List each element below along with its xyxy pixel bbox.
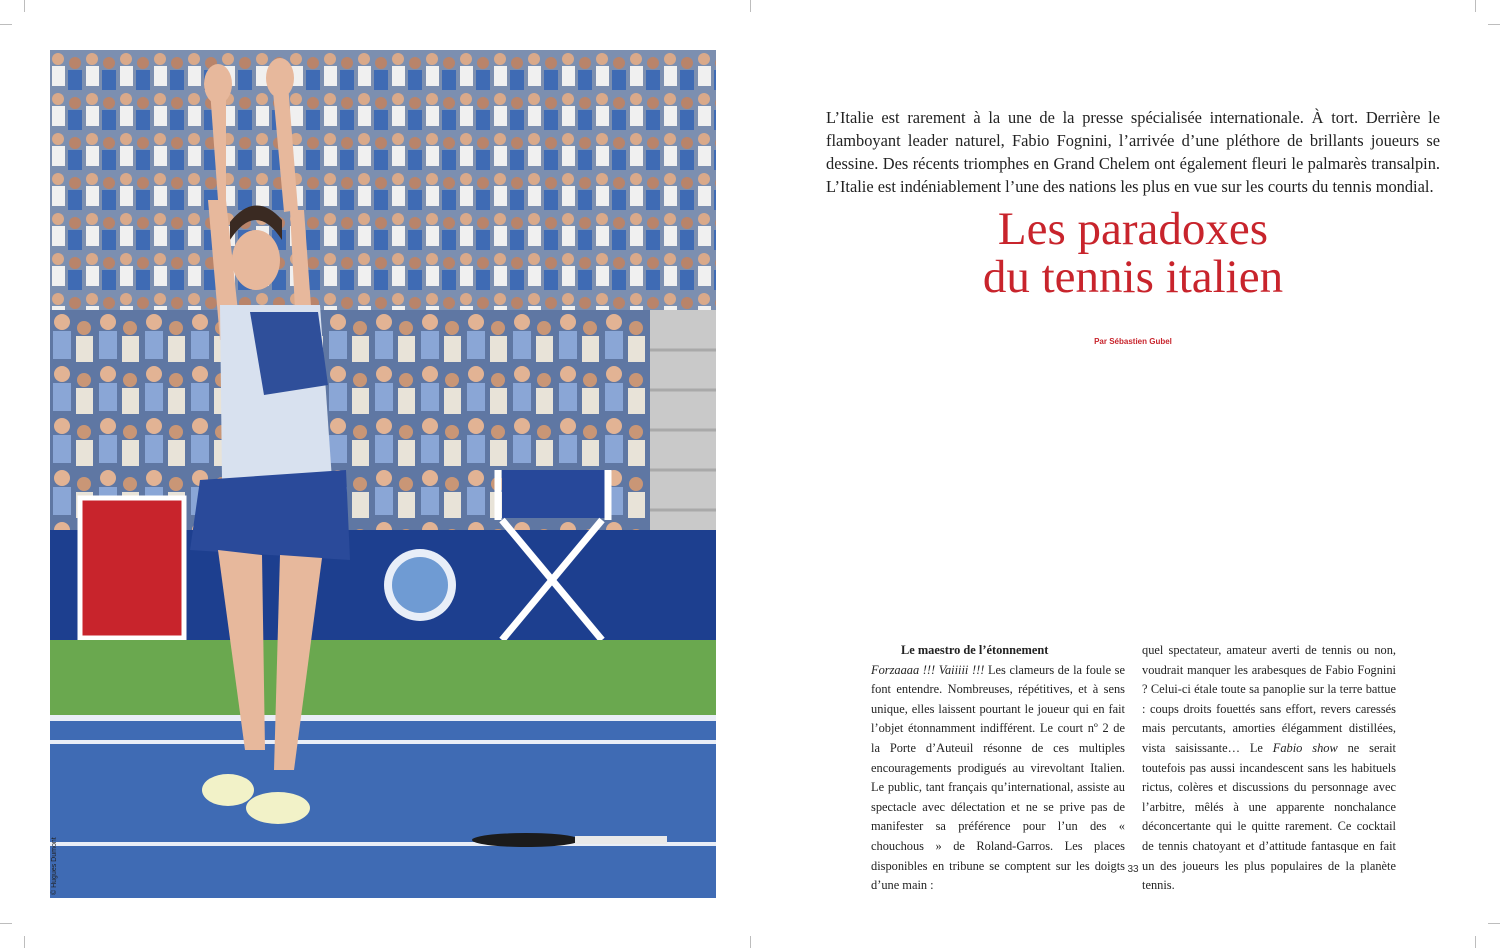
- crop-mark: [1475, 0, 1476, 12]
- crop-mark: [24, 936, 25, 948]
- body-emphasis: Fabio show: [1272, 740, 1338, 755]
- section-subhead: Le maestro de l’étonnement: [901, 643, 1049, 657]
- crop-mark: [24, 0, 25, 12]
- crop-mark: [0, 923, 12, 924]
- page-number: 33: [1127, 864, 1139, 875]
- title-line-1: Les paradoxes: [997, 203, 1269, 255]
- crop-mark: [750, 936, 751, 948]
- crop-mark: [0, 24, 12, 25]
- byline: Par Sébastien Gubel: [1094, 337, 1172, 346]
- photo-credit: © Hugues Dumont: [51, 837, 58, 895]
- crop-mark: [1488, 24, 1500, 25]
- body-text: quel spectateur, amateur averti de tennis ou non, voudrait manquer les arabesques de Fabio Fognini ? Celui-ci étale toute sa panoplie sur la terre battue : coups droits fouettés sans effort, revers caressés mais percutants, amorties élégamment distillées, vista saisissante… Le: [1142, 643, 1396, 755]
- body-emphasis: Forzaaaa !!! Vaiiiii !!!: [871, 662, 985, 677]
- body-text: ne serait toutefois pas aussi incandescent sans les habituels rictus, colères et discussions du personnage avec l’arbitre, mêlés à une apparente nonchalance déconcertante qui le quitte rarement. Ce cocktail de tennis chatoyant et d’attitude fantasque en fait un des joueurs les plus populaires de la planète tennis.: [1142, 740, 1396, 893]
- body-text: Les clameurs de la foule se font entendre. Nombreuses, répétitives, et à sens unique, elles laissent pourtant le joueur qui en fait l’objet étonnamment indifférent. Le court nº 2 de la Porte d’Auteuil résonne de ces multiples encouragements prodigués au virevoltant Italien. Le public, tant français qu’international, assiste au spectacle avec délectation et ne se prive pas de manifester sa préférence pour l’un des « chouchous » de Roland-Garros. Les places disponibles en tribune se comptent sur les doigts d’une main :: [871, 662, 1125, 893]
- crop-mark: [1488, 923, 1500, 924]
- body-column-2: [1142, 641, 1396, 896]
- tennis-player-celebration-photo: [50, 50, 716, 898]
- body-column-1: [871, 641, 1125, 896]
- crop-mark: [1475, 936, 1476, 948]
- crop-mark: [750, 0, 751, 12]
- article-title: [826, 205, 1440, 301]
- title-line-2: du tennis italien: [982, 251, 1284, 303]
- article-intro: L’Italie est rarement à la une de la presse spécialisée internationale. À tort. Derrière le flamboyant leader naturel, Fabio Fognini, l’arrivée d’une pléthore de brillants joueurs se dessine. Des récents triomphes en Grand Chelem ont également fleuri le palmarès transalpin. L’Italie est indéniablement l’une des nations les plus en vue sur les courts du tennis mondial.: [826, 108, 1440, 196]
